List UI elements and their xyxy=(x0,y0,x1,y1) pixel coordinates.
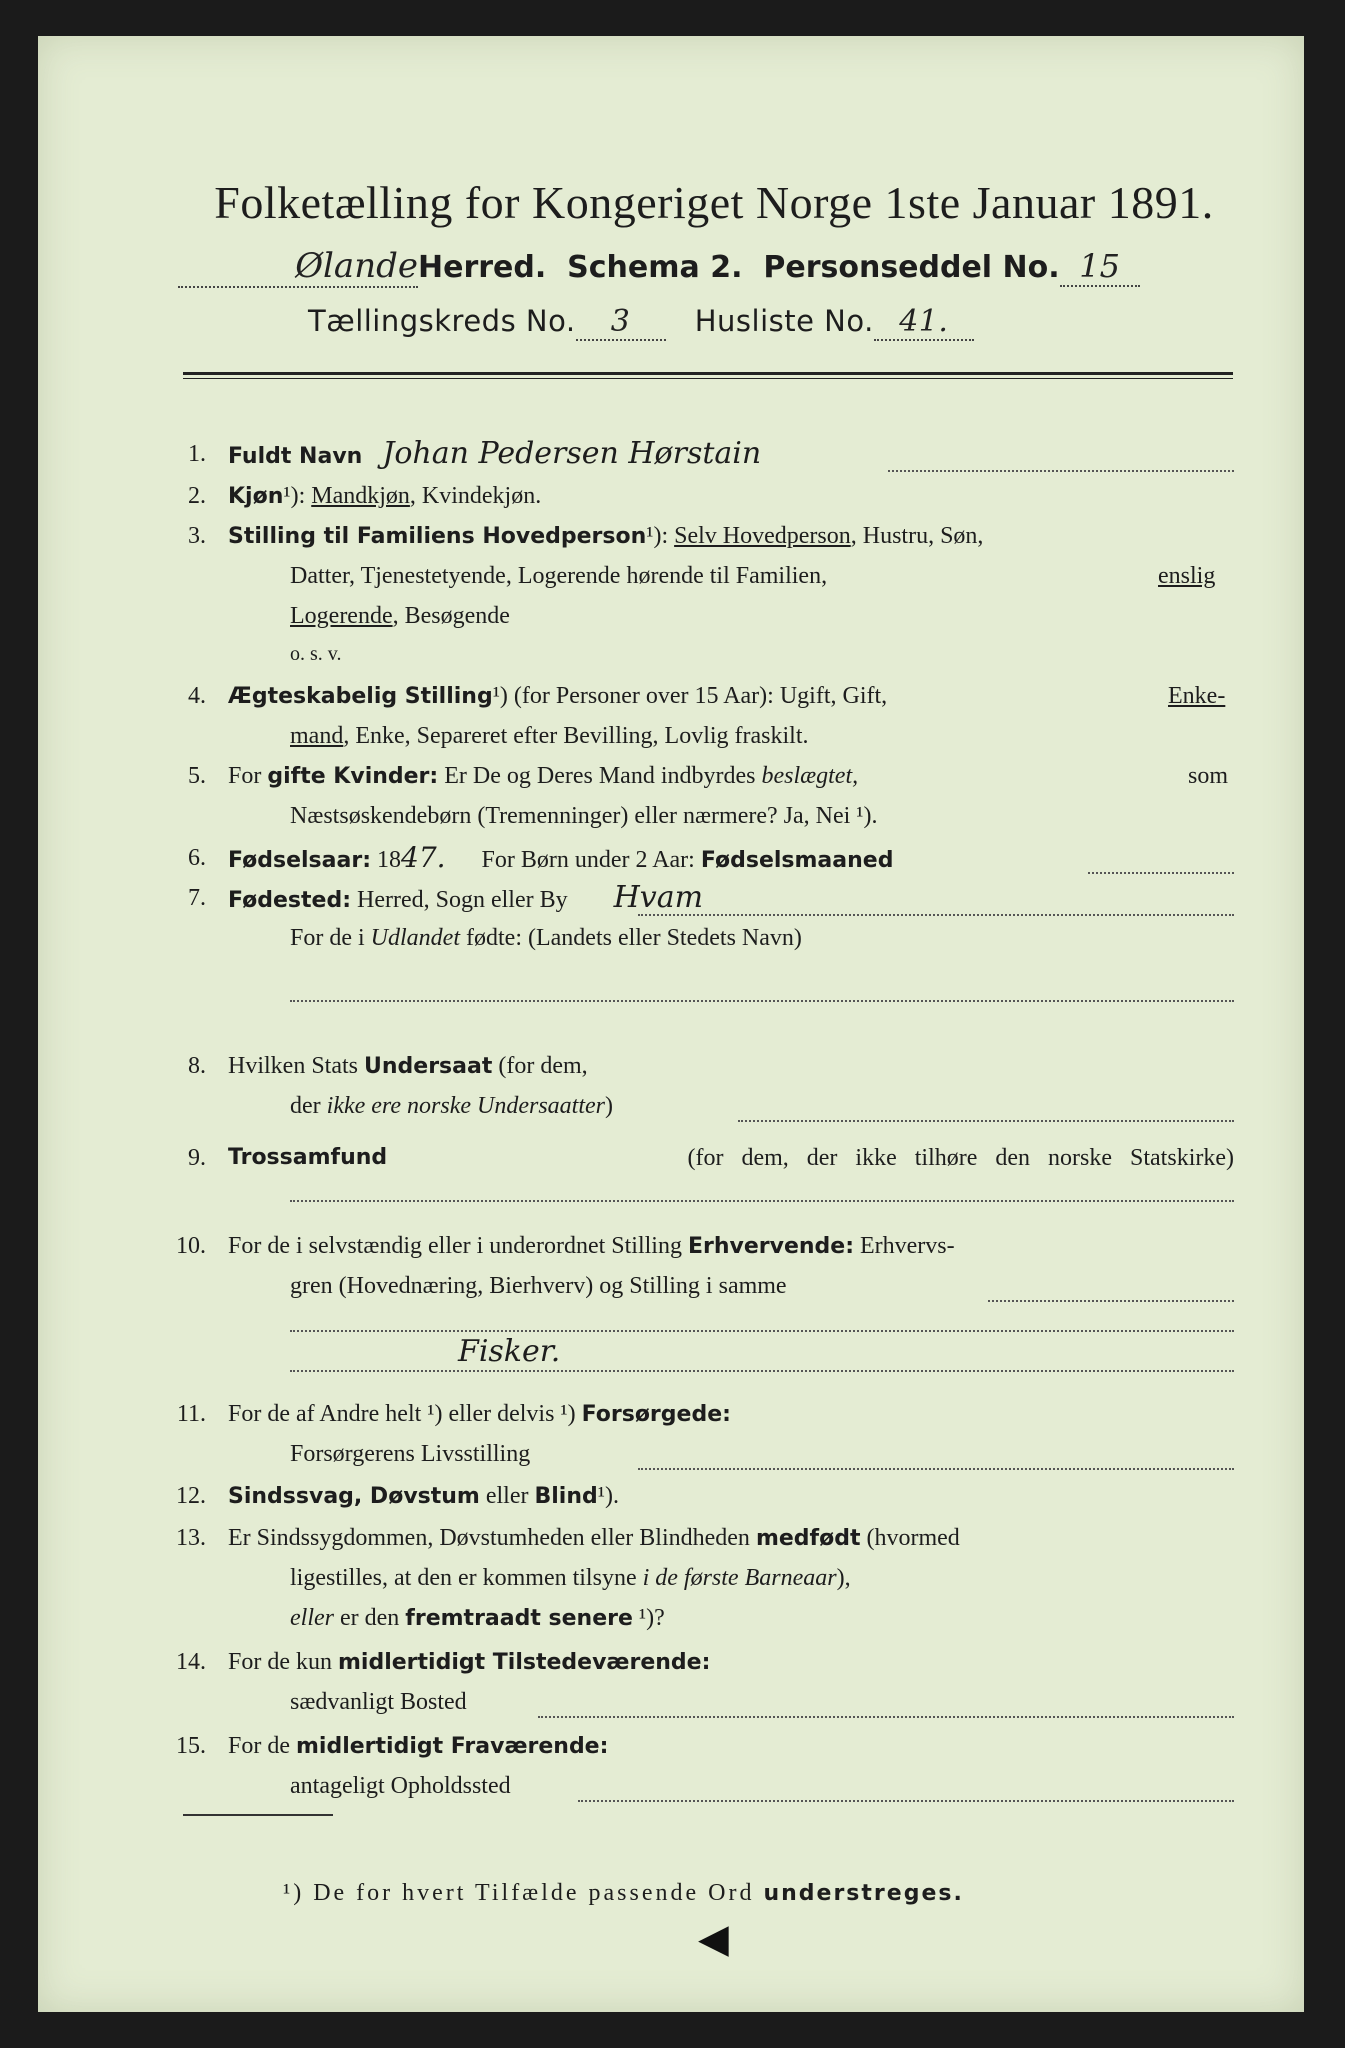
item-7-line-2 xyxy=(38,918,1304,958)
item-label: Fuldt Navn xyxy=(228,444,363,469)
item-question-end: (hvormed xyxy=(866,1525,960,1551)
item-13-line-2 xyxy=(38,1558,1304,1598)
item-number: 10. xyxy=(176,1233,206,1259)
item-question: (for dem, xyxy=(498,1053,588,1079)
item-question-line2: Forsørgerens Livsstilling xyxy=(290,1441,531,1467)
abroad-note-b: fødte: (Landets eller Stedets Navn) xyxy=(466,925,802,951)
footnote-text: ¹) De for hvert Tilfælde passende Ord xyxy=(283,1880,755,1906)
dot-leader xyxy=(638,1468,1234,1470)
item-15-temporary-absent xyxy=(38,1726,1304,1766)
dot-leader xyxy=(988,1300,1234,1302)
husliste-value: 41. xyxy=(874,304,974,341)
item-11-supported xyxy=(38,1394,1304,1434)
sex-option-selected: Mandkjøn xyxy=(311,483,410,509)
congenital-note-b: ), xyxy=(836,1565,851,1591)
item-label: Kjøn xyxy=(228,484,284,509)
ink-mark-icon: ◀ xyxy=(698,1916,729,1962)
footnote-rule xyxy=(183,1814,333,1816)
item-connector: eller xyxy=(485,1483,529,1509)
item-label-pre: For de kun xyxy=(228,1649,332,1675)
item-13-congenital xyxy=(38,1518,1304,1558)
item-number: 3. xyxy=(188,523,206,549)
marital-options-line2: , Enke, Separeret efter Bevilling, Lovlig fraskilt. xyxy=(343,723,809,749)
header-rule xyxy=(183,372,1233,375)
item-question: For de af Andre helt ¹) eller delvis ¹) xyxy=(228,1401,576,1427)
congenital-note-c: er den xyxy=(339,1605,400,1631)
item-number: 12. xyxy=(176,1483,206,1509)
header-herred-line xyxy=(178,246,1140,288)
position-options-rest: , Hustru, Søn, xyxy=(850,523,984,549)
congenital-note-italic: i de første Barneaar xyxy=(642,1565,837,1591)
census-form-sheet xyxy=(38,36,1304,2012)
position-options-line2: Datter, Tjenestetyende, Logerende hørende til Familien, xyxy=(290,563,828,589)
item-number: 5. xyxy=(188,763,206,789)
item-label-pre: Hvilken Stats xyxy=(228,1053,358,1079)
footnote-ref: ¹)? xyxy=(638,1605,665,1631)
sex-options-rest: , Kvindekjøn. xyxy=(409,483,542,509)
header-kreds-line xyxy=(308,304,974,341)
item-6-birth-year xyxy=(38,838,1304,878)
item-label: Fødested: xyxy=(228,888,351,913)
birth-year-value: 47. xyxy=(401,841,446,874)
item-question-italic: beslægtet, xyxy=(761,763,859,789)
item-label: Fødselsaar: xyxy=(228,848,371,873)
item-number: 6. xyxy=(188,845,206,871)
abroad-note-a: For de i xyxy=(290,925,365,951)
item-number: 4. xyxy=(188,683,206,709)
citizenship-note-a: der xyxy=(290,1093,321,1119)
item-label: medfødt xyxy=(755,1526,861,1551)
dot-leader xyxy=(290,1370,1234,1372)
birth-month-note: For Børn under 2 Aar: xyxy=(481,847,695,873)
item-number: 9. xyxy=(188,1145,206,1171)
item-2-sex xyxy=(38,476,1304,516)
birthplace-value: Hvam xyxy=(613,880,704,915)
footnote-bold: understreges. xyxy=(763,1881,964,1906)
dot-leader xyxy=(738,1120,1234,1122)
item-number: 1. xyxy=(188,441,206,467)
dot-leader xyxy=(290,1200,1234,1202)
item-label: Trossamfund xyxy=(228,1145,388,1170)
item-5-married-women xyxy=(38,756,1304,796)
item-4-line-2 xyxy=(38,716,1304,756)
item-label-2: Blind xyxy=(534,1484,598,1509)
footnote-ref: ¹): xyxy=(283,483,306,509)
form-title: Folketælling for Kongeriget Norge 1ste Januar 1891. xyxy=(214,177,1214,228)
dot-leader xyxy=(1088,872,1234,874)
personseddel-label: Personseddel No. xyxy=(763,250,1060,285)
item-15-line-2 xyxy=(38,1766,1304,1806)
birth-month-label: Fødselsmaaned xyxy=(700,848,894,873)
item-label: Sindssvag, Døvstum xyxy=(228,1484,480,1509)
abroad-note-italic: Udlandet xyxy=(370,925,460,951)
item-label: Forsørgede: xyxy=(581,1402,731,1427)
item-number: 2. xyxy=(188,483,206,509)
item-14-temporary-present xyxy=(38,1642,1304,1682)
full-name-value: Johan Pedersen Hørstain xyxy=(382,436,762,471)
item-3-line-3 xyxy=(38,596,1304,636)
item-1-full-name xyxy=(38,434,1304,474)
item-label: Ægteskabelig Stilling xyxy=(228,684,493,709)
item-3-family-position xyxy=(38,516,1304,556)
item-10-line-2 xyxy=(38,1266,1304,1306)
item-10-answer-line xyxy=(38,1332,1304,1372)
schema-label: Schema 2. xyxy=(567,250,743,285)
dot-leader xyxy=(290,1000,1234,1002)
item-10-occupation xyxy=(38,1226,1304,1266)
item-label: Stilling til Familiens Hovedperson xyxy=(228,524,647,549)
item-8-citizenship xyxy=(38,1046,1304,1086)
item-label-pre: For xyxy=(228,763,262,789)
item-question-line2: Næstsøskendebørn (Tremenninger) eller nærmere? Ja, Nei ¹). xyxy=(290,803,878,829)
personseddel-value: 15 xyxy=(1060,247,1140,287)
footnote xyxy=(283,1880,964,1907)
item-label-later: fremtraadt senere xyxy=(405,1606,633,1631)
dot-leader xyxy=(888,470,1234,472)
birthplace-note: Herred, Sogn eller By xyxy=(357,887,568,913)
item-question: For de i selvstændig eller i underordnet Stilling xyxy=(228,1233,682,1259)
occupation-value: Fisker. xyxy=(458,1334,561,1369)
marital-options: (for Personer over 15 Aar): Ugift, Gift, xyxy=(513,683,888,709)
item-question-line2: sædvanligt Bosted xyxy=(290,1689,467,1715)
congenital-note-eller: eller xyxy=(290,1605,334,1631)
item-13-line-3 xyxy=(38,1598,1304,1638)
citizenship-note-b: ) xyxy=(605,1093,614,1119)
item-question-end: som xyxy=(1188,763,1229,789)
item-label: midlertidigt Tilstedeværende: xyxy=(338,1650,711,1675)
item-question-end: Erhvervs- xyxy=(860,1233,955,1259)
item-14-line-2 xyxy=(38,1682,1304,1722)
footnote-ref: ¹). xyxy=(597,1483,619,1509)
item-5-line-2 xyxy=(38,796,1304,836)
dot-leader xyxy=(638,914,1234,916)
item-3-line-4 xyxy=(38,634,1304,674)
item-number: 15. xyxy=(176,1733,206,1759)
dot-leader xyxy=(578,1800,1234,1802)
footnote-ref: ¹): xyxy=(646,523,669,549)
position-option-selected: Selv Hovedperson xyxy=(674,523,851,549)
item-label: midlertidigt Fraværende: xyxy=(296,1734,609,1759)
congenital-note-a: ligestilles, at den er kommen tilsyne xyxy=(290,1565,637,1591)
item-label-pre: For de xyxy=(228,1733,290,1759)
item-number: 7. xyxy=(188,885,206,911)
birth-year-prefix: 18 xyxy=(377,847,401,873)
position-options-osv: o. s. v. xyxy=(290,643,342,665)
marital-option-enkemand-part1: Enke- xyxy=(1168,683,1226,709)
kreds-label: Tællingskreds No. xyxy=(308,304,576,338)
item-number: 11. xyxy=(176,1401,206,1427)
dot-leader xyxy=(538,1716,1234,1718)
footnote-ref: ¹) xyxy=(492,683,508,709)
herred-label: Herred. xyxy=(418,250,547,285)
position-options-line3: , Besøgende xyxy=(392,603,510,629)
kreds-value: 3 xyxy=(576,304,666,341)
herred-value: Ølande xyxy=(178,246,418,288)
item-label: Erhvervende: xyxy=(687,1234,854,1259)
item-8-line-2 xyxy=(38,1086,1304,1126)
citizenship-note-italic: ikke ere norske Undersaatter xyxy=(326,1093,606,1119)
position-option-enslig: enslig xyxy=(1158,563,1216,589)
item-12-disability xyxy=(38,1476,1304,1516)
item-4-marital-status xyxy=(38,676,1304,716)
item-11-line-2 xyxy=(38,1434,1304,1474)
marital-option-enkemand-part2: mand xyxy=(290,723,344,749)
position-option-logerende: Logerende xyxy=(290,603,393,629)
item-number: 14. xyxy=(176,1649,206,1675)
item-7-birthplace xyxy=(38,878,1304,918)
item-question: Er De og Deres Mand indbyrdes xyxy=(444,763,756,789)
item-question: (for dem, der ikke tilhøre den norske Statskirke) xyxy=(687,1145,1234,1171)
item-number: 8. xyxy=(188,1053,206,1079)
item-label: gifte Kvinder: xyxy=(267,764,439,789)
item-label: Undersaat xyxy=(364,1054,493,1079)
item-question: Er Sindssygdommen, Døvstumheden eller Blindheden xyxy=(228,1525,750,1551)
item-number: 13. xyxy=(176,1525,206,1551)
item-question-line2: antageligt Opholdssted xyxy=(290,1773,511,1799)
item-question-line2: gren (Hovednæring, Bierhverv) og Stilling i samme xyxy=(290,1273,787,1299)
header-rule-thin xyxy=(183,378,1233,379)
husliste-label: Husliste No. xyxy=(694,304,874,338)
item-9-religion xyxy=(38,1138,1304,1178)
item-3-line-2 xyxy=(38,556,1304,596)
